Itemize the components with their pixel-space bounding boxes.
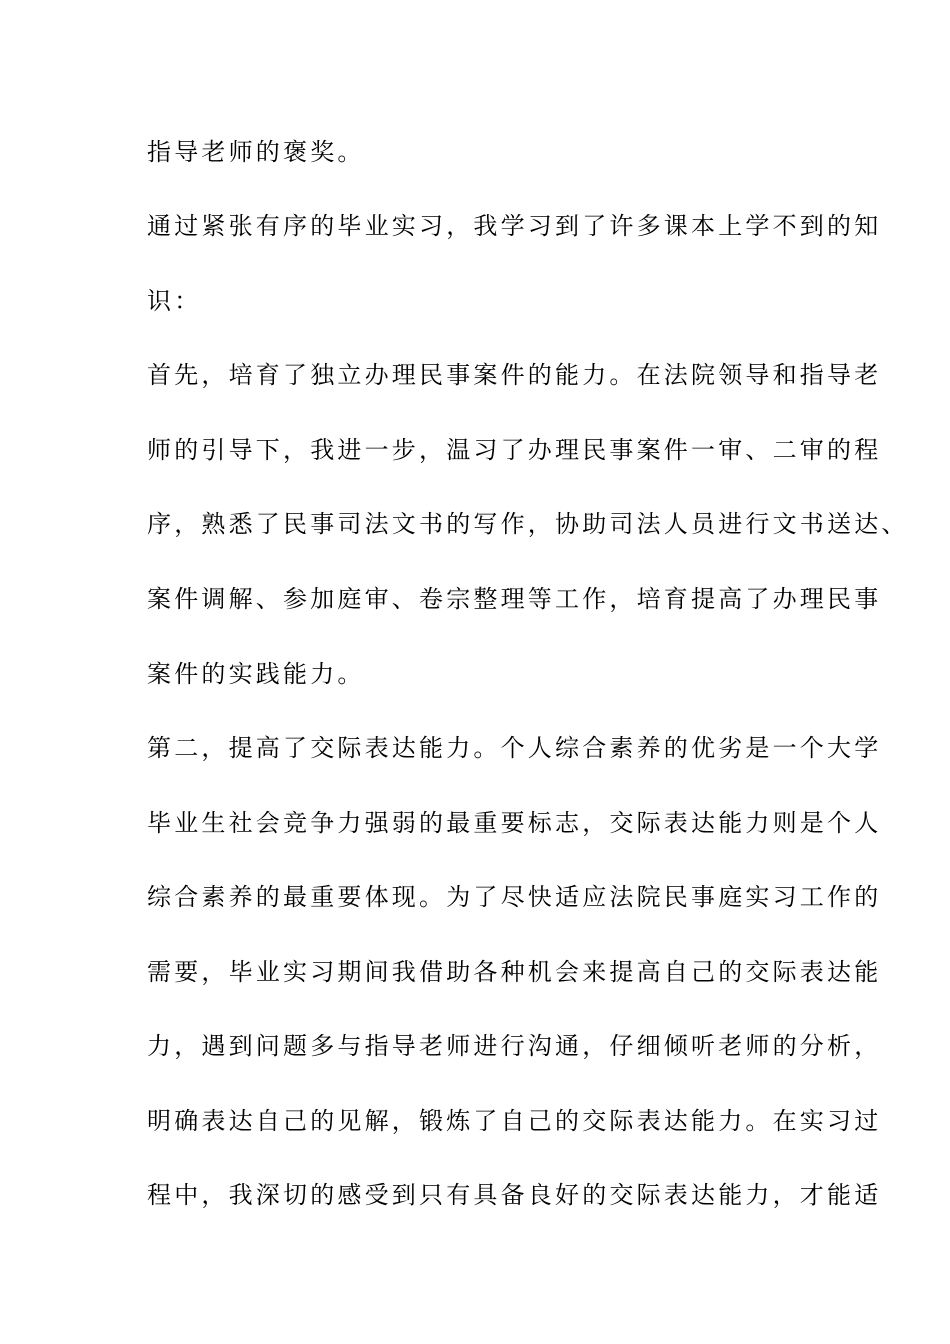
text-line: 程中，我深切的感受到只有具备良好的交际表达能力，才能适: [147, 1181, 882, 1209]
text-line: 第二，提高了交际表达能力。个人综合素养的优劣是一个大学: [147, 734, 882, 762]
text-line: 力，遇到问题多与指导老师进行沟通，仔细倾听老师的分析，: [147, 1032, 882, 1060]
text-line: 综合素养的最重要体现。为了尽快适应法院民事庭实习工作的: [147, 883, 882, 911]
text-line: 通过紧张有序的毕业实习，我学习到了许多课本上学不到的知: [147, 212, 882, 240]
text-line: 序，熟悉了民事司法文书的写作，协助司法人员进行文书送达、: [147, 510, 909, 538]
text-line: 首先，培育了独立办理民事案件的能力。在法院领导和指导老: [147, 361, 882, 389]
text-line: 案件调解、参加庭审、卷宗整理等工作，培育提高了办理民事: [147, 585, 882, 613]
text-line: 毕业生社会竞争力强弱的最重要标志，交际表达能力则是个人: [147, 809, 882, 837]
text-line: 需要，毕业实习期间我借助各种机会来提高自己的交际表达能: [147, 958, 882, 986]
text-line: 明确表达自己的见解，锻炼了自己的交际表达能力。在实习过: [147, 1107, 882, 1135]
text-line: 指导老师的褒奖。: [147, 138, 365, 166]
text-line: 师的引导下，我进一步，温习了办理民事案件一审、二审的程: [147, 436, 882, 464]
text-line: 识：: [147, 287, 202, 315]
text-line: 案件的实践能力。: [147, 660, 365, 688]
